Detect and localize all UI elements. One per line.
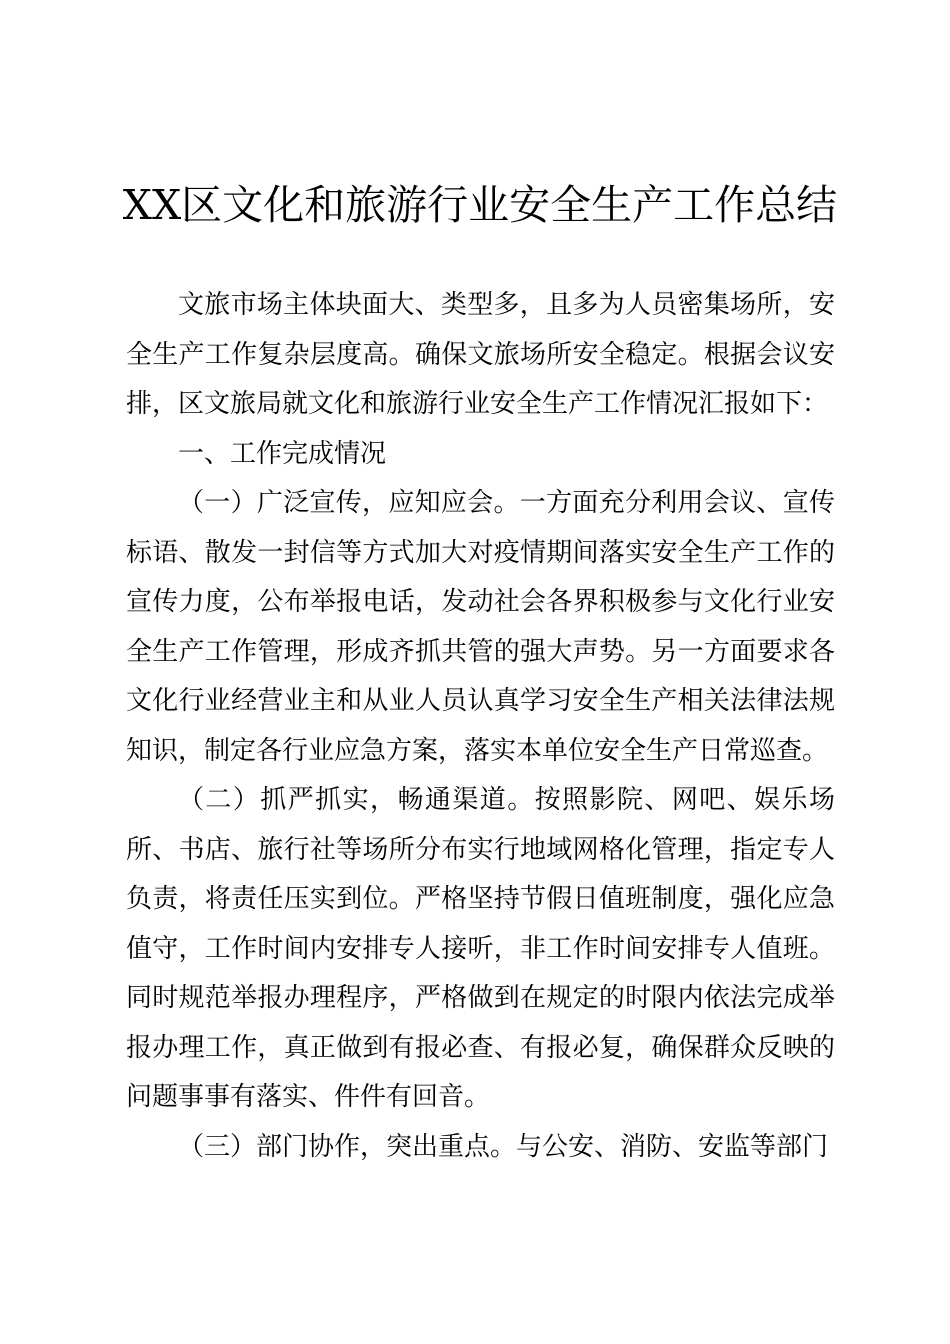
subsection-paragraph: （二）抓严抓实，畅通渠道。按照影院、网吧、娱乐场所、书店、旅行社等场所分布实行地域网格化管理，指定专人负责，将责任压实到位。严格坚持节假日值班制度，强化应急值守，工作时间内安排专人接听，非工作时间安排专人值班。同时规范举报办理程序，严格做到在规定的时限内依法完成举报办理工作，真正做到有报必查、有报必复，确保群众反映的问题事事有落实、件件有回音。 — [126, 785, 835, 1112]
document-body — [126, 281, 835, 1172]
subsection-paragraph: （一）广泛宣传，应知应会。一方面充分利用会议、宣传标语、散发一封信等方式加大对疫情期间落实安全生产工作的宣传力度，公布举报电话，发动社会各界积极参与文化行业安全生产工作管理，形成齐抓共管的强大声势。另一方面要求各文化行业经营业主和从业人员认真学习安全生产相关法律法规知识，制定各行业应急方案，落实本单位安全生产日常巡查。 — [126, 488, 835, 766]
intro-paragraph: 文旅市场主体块面大、类型多，且多为人员密集场所，安全生产工作复杂层度高。确保文旅场所安全稳定。根据会议安排，区文旅局就文化和旅游行业安全生产工作情况汇报如下： — [126, 290, 835, 419]
subsection-paragraph: （三）部门协作，突出重点。与公安、消防、安监等部门 — [178, 1131, 829, 1162]
document-title: XX区文化和旅游行业安全生产工作总结 — [122, 181, 838, 229]
section-heading: 一、工作完成情况 — [178, 438, 387, 469]
